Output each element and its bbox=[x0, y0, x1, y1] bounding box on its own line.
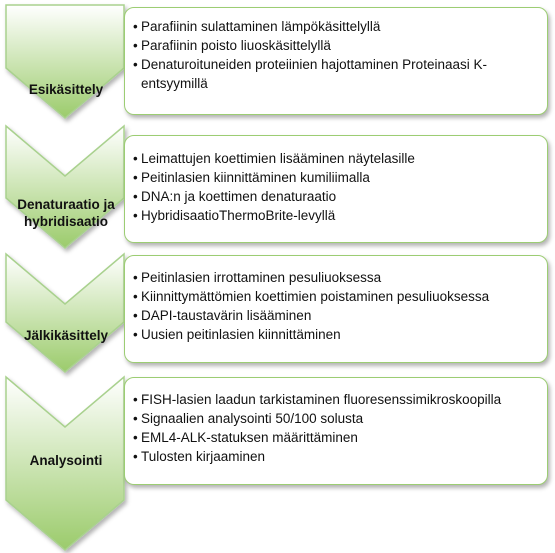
step-1-box bbox=[124, 7, 548, 115]
list-item: • DAPI-taustavärin lisääminen bbox=[133, 306, 541, 325]
step-3-title: Jälkikäsittely bbox=[23, 328, 109, 343]
step-4-title: Analysointi bbox=[29, 453, 103, 468]
step-2-box bbox=[124, 135, 548, 243]
step-1-list bbox=[125, 8, 547, 93]
step-2-list bbox=[125, 136, 547, 225]
list-item: • Uusien peitinlasien kiinnittäminen bbox=[133, 325, 541, 344]
list-item: • EML4-ALK-statuksen määrittäminen bbox=[133, 428, 541, 447]
step-2-title: Denaturaatio ja hybridisaatio bbox=[17, 197, 115, 229]
chevron-arrow-1 bbox=[6, 5, 124, 118]
list-item: • Peitinlasien irrottaminen pesuliuoksessa bbox=[133, 268, 541, 287]
list-item: • Parafiinin poisto liuoskäsittelyllä bbox=[133, 36, 541, 55]
list-item: • HybridisaatioThermoBrite-levyllä bbox=[133, 206, 541, 225]
list-item: • Denaturoituneiden proteiinien hajottaminen Proteinaasi K-entsyymillä bbox=[133, 55, 541, 93]
step-3-list bbox=[125, 256, 547, 344]
chevron-arrow-3 bbox=[6, 254, 124, 372]
list-item: • Tulosten kirjaaminen bbox=[133, 447, 541, 466]
list-item: • Leimattujen koettimien lisääminen näytelasille bbox=[133, 149, 541, 168]
list-item: • FISH-lasien laadun tarkistaminen fluoresenssimikroskoopilla bbox=[133, 390, 541, 409]
step-3-box bbox=[124, 255, 548, 363]
list-item: • Signaalien analysointi 50/100 solusta bbox=[133, 409, 541, 428]
list-item: • Kiinnittymättömien koettimien poistaminen pesuliuoksessa bbox=[133, 287, 541, 306]
step-4-list bbox=[125, 378, 547, 466]
list-item: • DNA:n ja koettimen denaturaatio bbox=[133, 187, 541, 206]
list-item: • Peitinlasien kiinnittäminen kumiliimalla bbox=[133, 168, 541, 187]
step-4-box bbox=[124, 377, 548, 485]
list-item: • Parafiinin sulattaminen lämpökäsittelyllä bbox=[133, 17, 541, 36]
step-1-title: Esikäsittely bbox=[28, 82, 104, 97]
